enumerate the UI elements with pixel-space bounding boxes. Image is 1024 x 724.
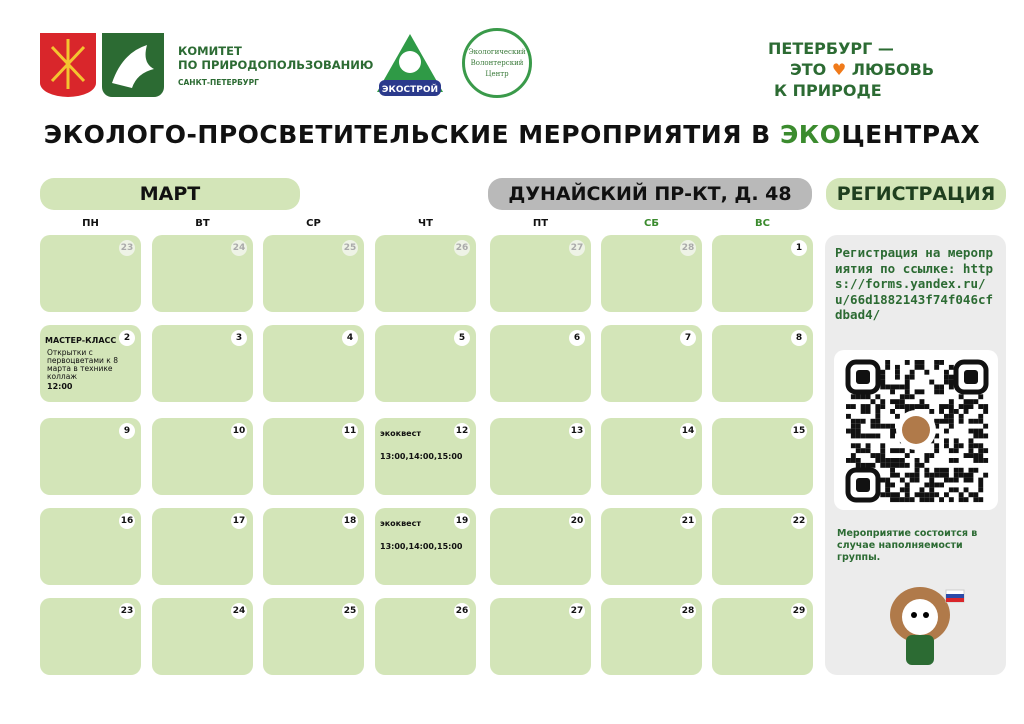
calendar-day[interactable] <box>712 418 813 495</box>
calendar-day[interactable] <box>375 598 476 675</box>
day-number: 17 <box>231 513 247 529</box>
event-title: экоквест <box>380 519 421 528</box>
day-number: 27 <box>569 603 585 619</box>
event-time: 13:00,14:00,15:00 <box>380 452 463 461</box>
registration-link-text[interactable]: Регистрация на мероприятия по ссылке: https://forms.yandex.ru/u/66d1882143f74f046cfdbad4/ <box>835 245 994 322</box>
day-number: 24 <box>231 240 247 256</box>
day-number: 28 <box>680 240 696 256</box>
hedgehog-mascot-image <box>880 575 975 670</box>
weekday-5: СБ <box>644 218 659 229</box>
calendar-day[interactable] <box>263 508 364 585</box>
day-number: 27 <box>569 240 585 256</box>
address-label: ДУНАЙСКИЙ ПР-КТ, Д. 48 <box>488 178 812 210</box>
registration-note: Мероприятие состоится в случае наполняемости группы. <box>837 528 978 563</box>
day-number: 2 <box>119 330 135 346</box>
day-number: 11 <box>342 423 358 439</box>
spb-coat-of-arms-logo <box>40 33 96 97</box>
day-number: 6 <box>569 330 585 346</box>
calendar-day[interactable] <box>263 418 364 495</box>
day-number: 25 <box>342 240 358 256</box>
day-number: 15 <box>791 423 807 439</box>
day-number: 3 <box>231 330 247 346</box>
registration-panel <box>825 235 1006 675</box>
day-number: 23 <box>119 240 135 256</box>
day-number: 24 <box>231 603 247 619</box>
weekday-3: ЧТ <box>418 218 433 229</box>
calendar-day[interactable] <box>712 325 813 402</box>
calendar-day[interactable] <box>375 508 476 585</box>
calendar-day[interactable] <box>712 598 813 675</box>
event-title: экоквест <box>380 429 421 438</box>
event-description: Открытки с первоцветами к 8 марта в технике коллаж 12:00 <box>47 349 139 391</box>
day-number: 12 <box>454 423 470 439</box>
calendar-day[interactable] <box>601 598 702 675</box>
day-number: 26 <box>454 603 470 619</box>
day-number: 7 <box>680 330 696 346</box>
calendar-day[interactable] <box>490 325 591 402</box>
event-time: 13:00,14:00,15:00 <box>380 542 463 551</box>
calendar-day[interactable] <box>375 235 476 312</box>
weekday-6: ВС <box>755 218 770 229</box>
event-time: 12:00 <box>47 382 73 391</box>
weekday-4: ПТ <box>532 218 549 229</box>
calendar-day[interactable] <box>601 235 702 312</box>
day-number: 13 <box>569 423 585 439</box>
day-number: 10 <box>231 423 247 439</box>
day-number: 18 <box>342 513 358 529</box>
calendar-day[interactable] <box>601 418 702 495</box>
day-number: 20 <box>569 513 585 529</box>
volunteer-center-logo: Экологический Волонтерский Центр <box>462 28 532 98</box>
day-number: 28 <box>680 603 696 619</box>
calendar-day[interactable] <box>490 598 591 675</box>
calendar-day[interactable] <box>712 508 813 585</box>
heart-icon: ♥ <box>831 60 847 79</box>
day-number: 16 <box>119 513 135 529</box>
day-number: 1 <box>791 240 807 256</box>
weekday-2: СР <box>306 218 321 229</box>
weekday-0: ПН <box>82 218 99 229</box>
calendar-day[interactable] <box>152 418 253 495</box>
day-number: 22 <box>791 513 807 529</box>
ekostroy-text: ЭКОСТРОЙ <box>381 85 439 95</box>
day-number: 29 <box>791 603 807 619</box>
day-number: 19 <box>454 513 470 529</box>
day-number: 4 <box>342 330 358 346</box>
day-number: 14 <box>680 423 696 439</box>
qr-code[interactable] <box>834 350 998 510</box>
calendar-day[interactable] <box>263 235 364 312</box>
committee-oak-leaf-logo <box>102 33 164 97</box>
calendar-day[interactable] <box>601 508 702 585</box>
calendar-day[interactable] <box>40 325 141 402</box>
day-number: 23 <box>119 603 135 619</box>
month-label: МАРТ <box>40 178 300 210</box>
day-number: 5 <box>454 330 470 346</box>
calendar-day[interactable] <box>152 325 253 402</box>
calendar-day[interactable] <box>601 325 702 402</box>
event-title: МАСТЕР-КЛАСС <box>45 336 117 345</box>
calendar-day[interactable] <box>40 508 141 585</box>
weekday-1: ВТ <box>195 218 210 229</box>
calendar-day[interactable] <box>263 325 364 402</box>
calendar-day[interactable] <box>40 418 141 495</box>
page-title: ЭКОЛОГО-ПРОСВЕТИТЕЛЬСКИЕ МЕРОПРИЯТИЯ В ЭКОЦЕНТРАХ <box>43 120 981 149</box>
committee-name: КОМИТЕТ ПО ПРИРОДОПОЛЬЗОВАНИЮ САНКТ-ПЕТЕРБУРГ <box>178 44 374 87</box>
slogan: ПЕТЕРБУРГ — ЭТО ♥ ЛЮБОВЬ К ПРИРОДЕ <box>768 39 935 100</box>
calendar-day[interactable] <box>712 235 813 312</box>
calendar-day[interactable] <box>490 508 591 585</box>
calendar-day[interactable] <box>40 235 141 312</box>
calendar-day[interactable] <box>152 508 253 585</box>
calendar-day[interactable] <box>263 598 364 675</box>
day-number: 25 <box>342 603 358 619</box>
day-number: 26 <box>454 240 470 256</box>
calendar-day[interactable] <box>152 235 253 312</box>
calendar-day[interactable] <box>375 418 476 495</box>
calendar-day[interactable] <box>152 598 253 675</box>
calendar-day[interactable] <box>40 598 141 675</box>
day-number: 8 <box>791 330 807 346</box>
day-number: 21 <box>680 513 696 529</box>
registration-header: РЕГИСТРАЦИЯ <box>826 178 1006 210</box>
calendar-day[interactable] <box>490 418 591 495</box>
calendar-day[interactable] <box>490 235 591 312</box>
day-number: 9 <box>119 423 135 439</box>
ekostroy-logo <box>375 32 445 98</box>
calendar-day[interactable] <box>375 325 476 402</box>
